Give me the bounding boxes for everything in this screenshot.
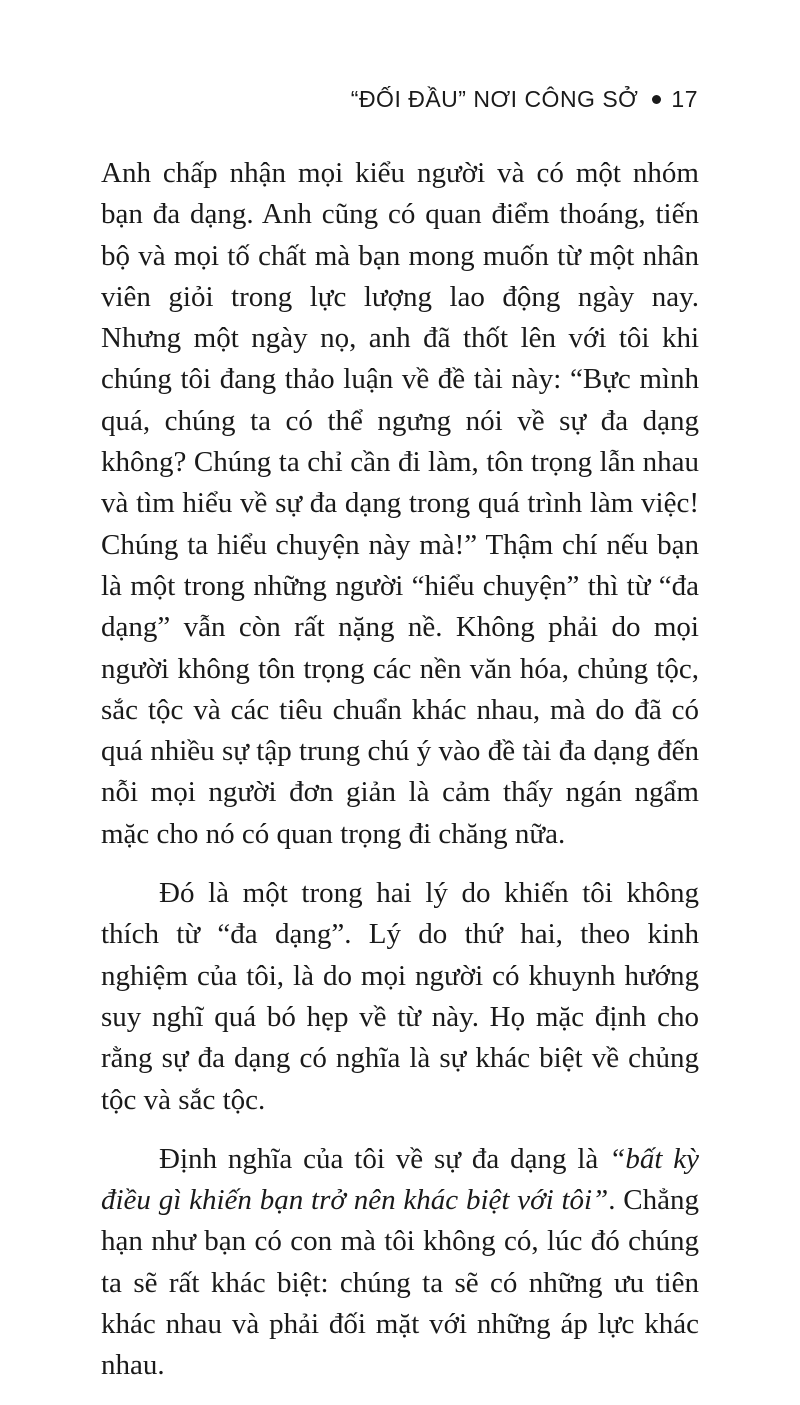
running-title: “ĐỐI ĐẦU” NƠI CÔNG SỞ [350, 86, 639, 112]
paragraph-1: Anh chấp nhận mọi kiểu người và có một nhóm bạn đa dạng. Anh cũng có quan điểm thoáng, tiến bộ và mọi tố chất mà bạn mong muốn từ một nhân viên giỏi trong lực lượng lao động ngày nay. Nhưng một ngày nọ, anh đã thốt lên với tôi khi chúng tôi đang thảo luận về đề tài này: “Bực mình quá, chúng ta có thể ngưng nói về sự đa dạng không? Chúng ta chỉ cần đi làm, tôn trọng lẫn nhau và tìm hiểu về sự đa dạng trong quá trình làm việc! Chúng ta hiểu chuyện này mà!” Thậm chí nếu bạn là một trong những người “hiểu chuyện” thì từ “đa dạng” vẫn còn rất nặng nề. Không phải do mọi người không tôn trọng các nền văn hóa, chủng tộc, sắc tộc và các tiêu chuẩn khác nhau, mà do đã có quá nhiều sự tập trung chú ý vào đề tài đa dạng đến nỗi mọi người đơn giản là cảm thấy ngán ngẩm mặc cho nó có quan trọng đi chăng nữa. [101, 157, 699, 850]
diversity-definition: “bất kỳ điều gì khiến bạn trở nên khác biệt với tôi” [101, 1142, 699, 1217]
bullet-separator [652, 95, 661, 104]
paragraph-3 [101, 1139, 699, 1387]
page-body [101, 153, 699, 1405]
running-header [351, 86, 698, 113]
paragraph-2: Đó là một trong hai lý do khiến tôi không thích từ “đa dạng”. Lý do thứ hai, theo kinh nghiệm của tôi, là do mọi người có khuynh hướng suy nghĩ quá bó hẹp về từ này. Họ mặc định cho rằng sự đa dạng có nghĩa là sự khác biệt về chủng tộc và sắc tộc. [101, 877, 699, 1116]
paragraph-3-start: Định nghĩa của tôi về sự đa dạng là [159, 1142, 610, 1175]
page-number: 17 [671, 86, 698, 112]
paragraph-3-end: . Chẳng hạn như bạn có con mà tôi không có, lúc đó chúng ta sẽ rất khác biệt: chúng ta sẽ có những ưu tiên khác nhau và phải đối mặt với những áp lực khác nhau. [101, 1184, 700, 1382]
